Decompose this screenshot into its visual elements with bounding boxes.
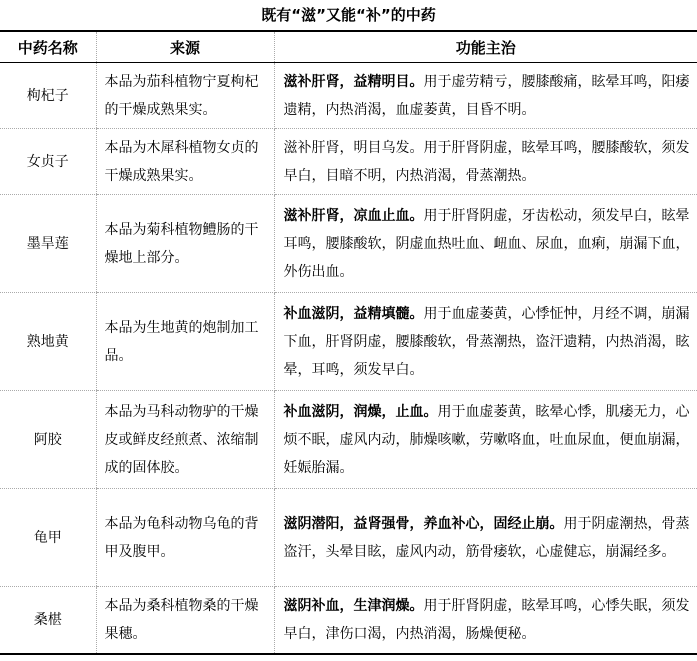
herb-function <box>274 391 697 489</box>
function-key: 滋阴潜阳，益肾强骨，养血补心，固经止崩。 <box>283 516 564 532</box>
function-text: 用于肝肾阴虚，眩晕耳鸣，心悸失眠，须发早白，津伤口渴，内热消渴，肠燥便秘。 <box>283 598 690 643</box>
herb-source: 本品为马科动物驴的干燥皮或鲜皮经煎煮、浓缩制成的固体胶。 <box>96 391 274 489</box>
herb-function <box>274 489 697 587</box>
function-key: 补血滋阴，润燥，止血。 <box>283 404 438 420</box>
herb-name: 龟甲 <box>0 489 96 587</box>
table-row <box>0 129 697 195</box>
function-text: 用于血虚萎黄，心悸怔忡，月经不调，崩漏下血，肝肾阴虚，腰膝酸软，骨蒸潮热，盗汗遗精，内热消渴，眩晕，耳鸣，须发早白。 <box>283 306 690 378</box>
herb-source: 本品为茄科植物宁夏枸杞的干燥成熟果实。 <box>96 63 274 129</box>
table-row <box>0 63 697 129</box>
herb-name: 阿胶 <box>0 391 96 489</box>
herb-name: 墨旱莲 <box>0 195 96 293</box>
herb-source: 本品为木犀科植物女贞的干燥成熟果实。 <box>96 129 274 195</box>
table-bottom-rule <box>0 653 697 655</box>
function-key: 补血滋阴，益精填髓。 <box>283 306 424 322</box>
function-text: 用于肝肾阴虚，牙齿松动，须发早白，眩晕耳鸣，腰膝酸软，阴虚血热吐血、衄血、尿血，血痢，崩漏下血，外伤出血。 <box>283 208 690 280</box>
table-row <box>0 489 697 587</box>
herb-name: 桑椹 <box>33 612 62 629</box>
function-key: 滋阴补血，生津润燥。 <box>283 598 424 615</box>
herb-name: 女贞子 <box>0 129 96 195</box>
function-text: 用于阴虚潮热，骨蒸盗汗，头晕目眩，虚风内动，筋骨痿软，心虚健忘，崩漏经多。 <box>283 516 690 560</box>
herb-source: 本品为桑科植物桑的干燥果穗。 <box>96 587 274 653</box>
herb-function <box>274 195 697 293</box>
herb-source: 本品为龟科动物乌龟的背甲及腹甲。 <box>96 489 274 587</box>
herb-function <box>274 129 697 195</box>
table-row <box>0 587 697 653</box>
herb-function <box>274 293 697 391</box>
table-row <box>0 293 697 391</box>
herb-function <box>274 63 697 129</box>
function-text: 滋补肝肾，明目乌发。用于肝肾阴虚，眩晕耳鸣，腰膝酸软，须发早白，目暗不明，内热消渴，骨蒸潮热。 <box>283 140 690 184</box>
herb-name: 熟地黄 <box>0 293 96 391</box>
table-row <box>0 195 697 293</box>
header-name: 中药名称 <box>0 31 96 63</box>
herb-table <box>0 30 697 653</box>
header-function: 功能主治 <box>274 31 697 63</box>
herb-name: 枸杞子 <box>0 63 96 129</box>
table-title: 既有“滋”又能“补”的中药 <box>261 6 436 24</box>
herb-source: 本品为菊科植物鳢肠的干燥地上部分。 <box>96 195 274 293</box>
function-key: 滋补肝肾，凉血止血。 <box>283 208 424 224</box>
function-text: 用于虚劳精亏，腰膝酸痛，眩晕耳鸣，阳痿遗精，内热消渴，血虚萎黄，目昏不明。 <box>283 74 690 118</box>
header-row <box>0 31 697 63</box>
herb-function <box>274 587 697 653</box>
table-row <box>0 391 697 489</box>
function-text: 用于血虚萎黄，眩晕心悸，肌痿无力，心烦不眠，虚风内动，肺燥咳嗽，劳嗽咯血，吐血尿血，便血崩漏，妊娠胎漏。 <box>283 404 690 476</box>
herb-source: 本品为生地黄的炮制加工品。 <box>96 293 274 391</box>
function-key: 滋补肝肾，益精明目。 <box>283 74 424 90</box>
header-source: 来源 <box>96 31 274 63</box>
